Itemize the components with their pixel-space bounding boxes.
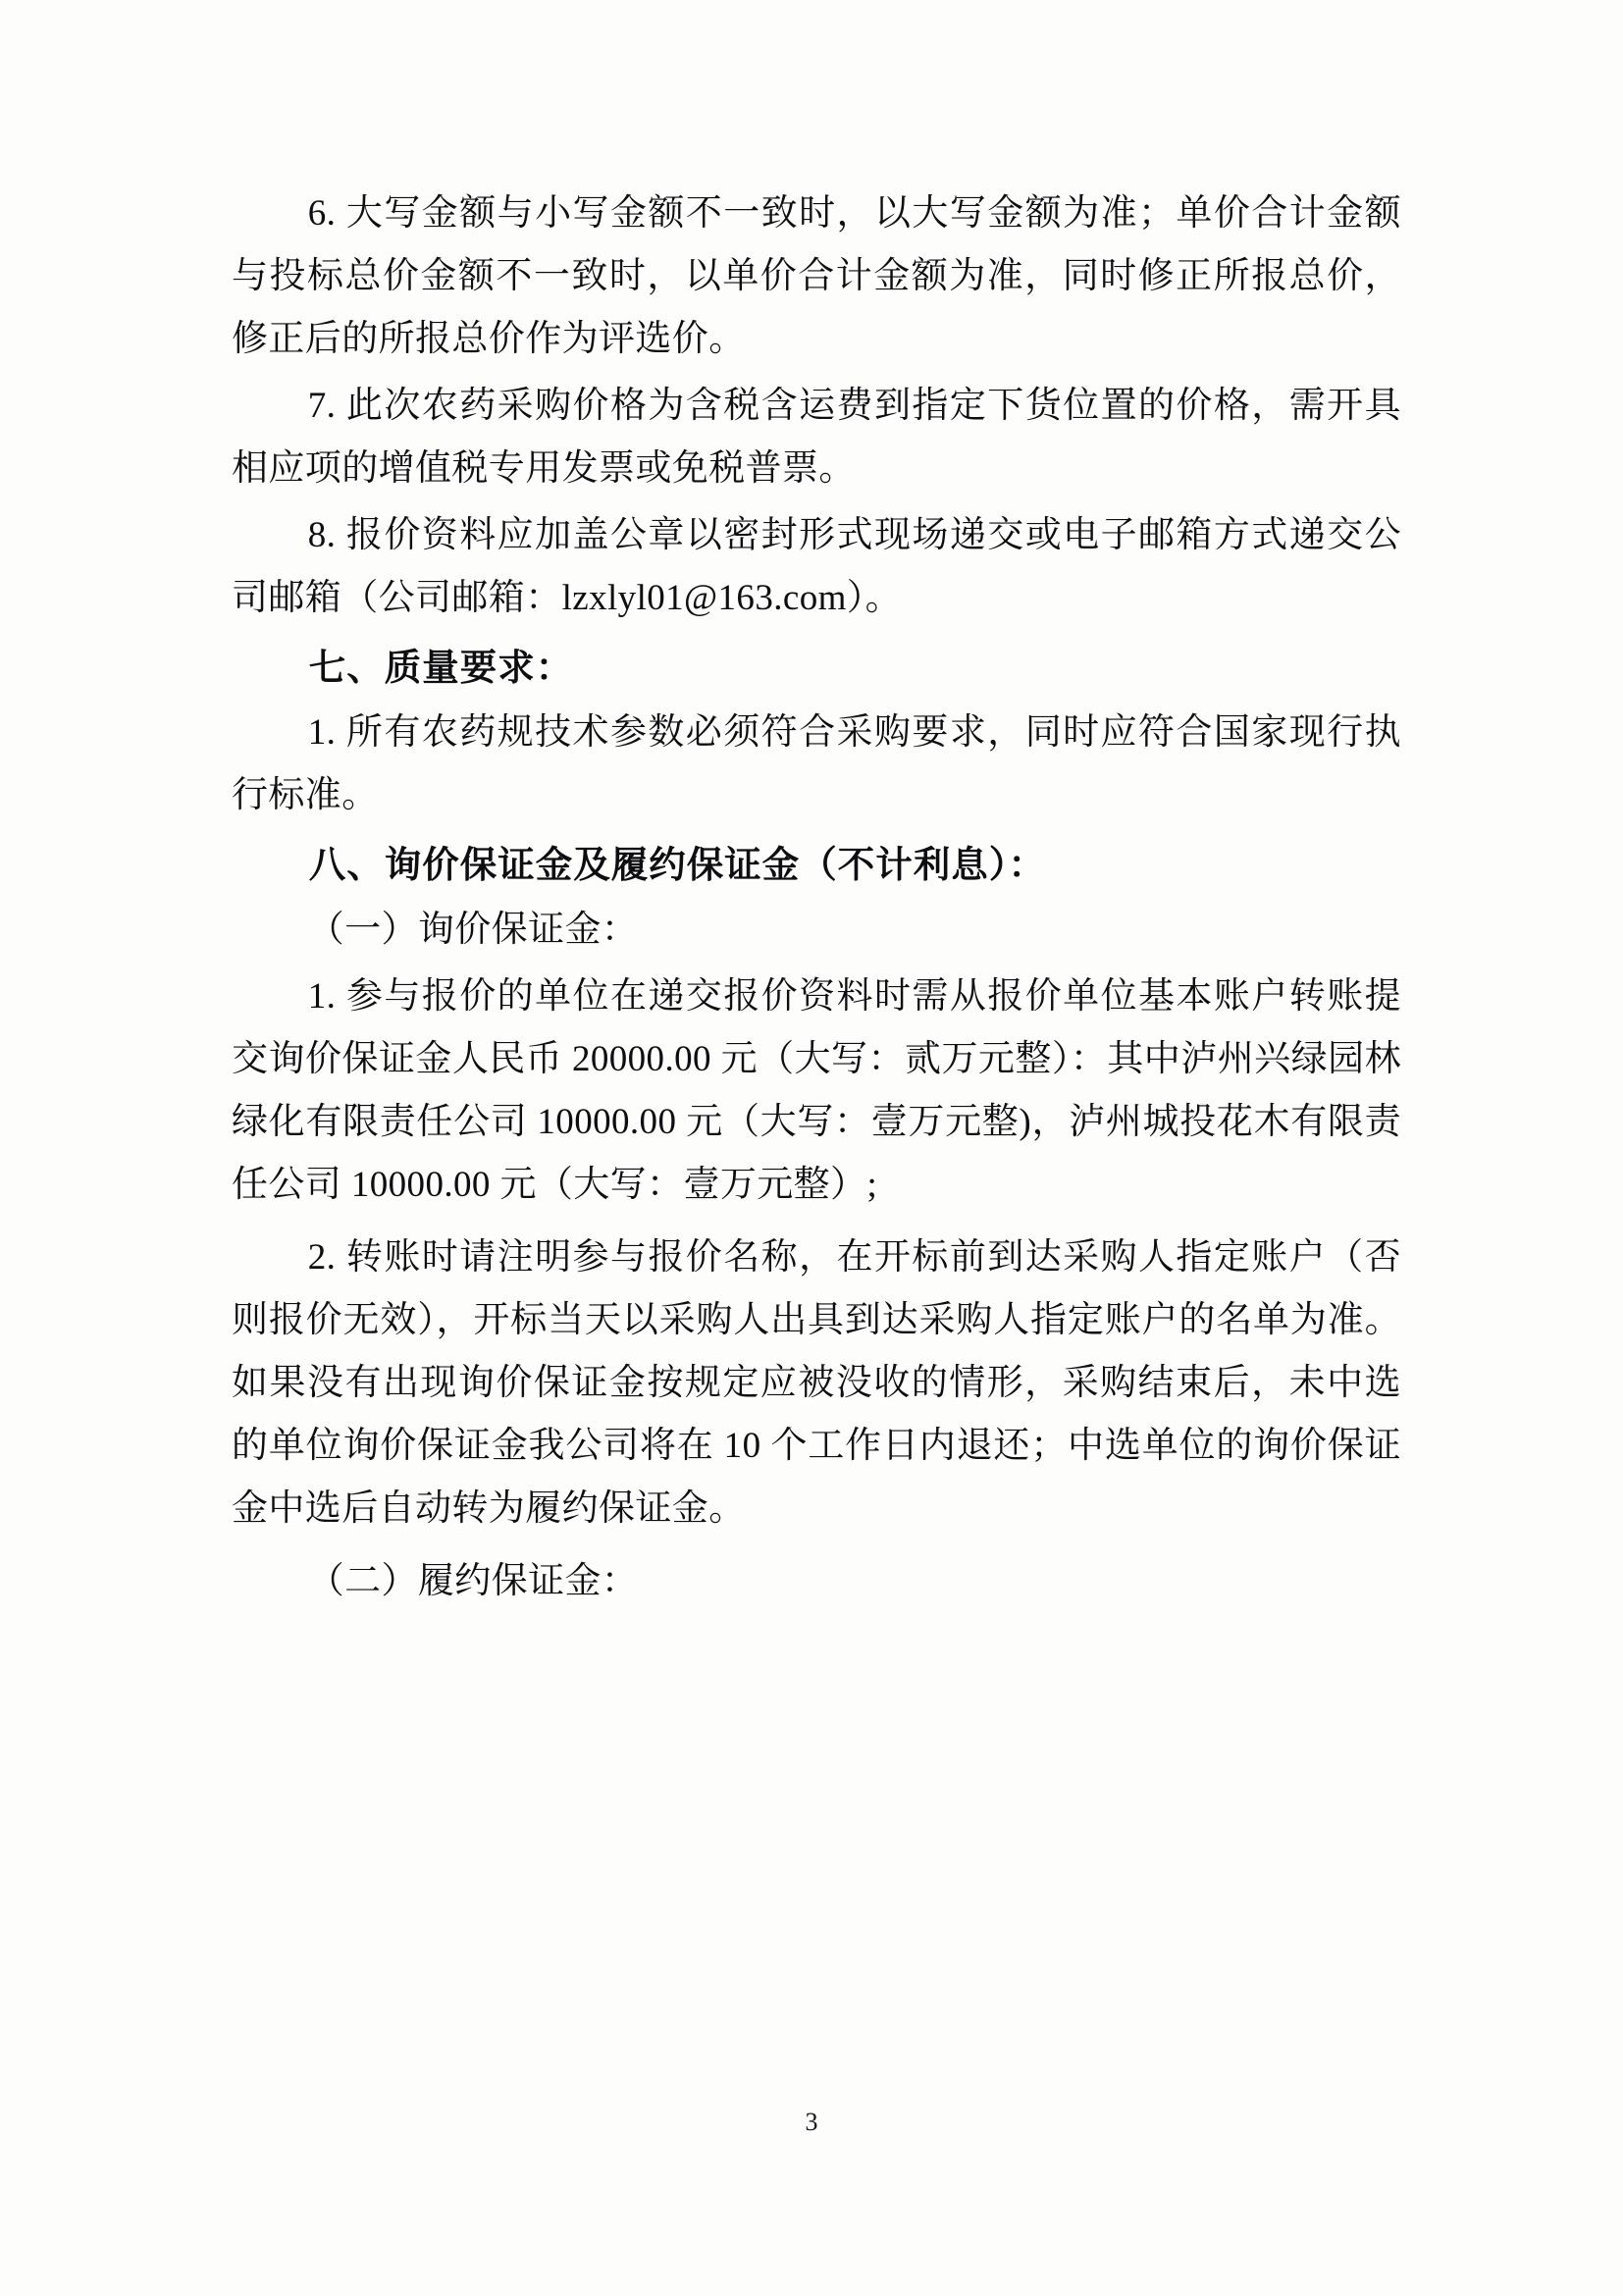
paragraph-section8-item-1: 1. 参与报价的单位在递交报价资料时需从报价单位基本账户转账提交询价保证金人民币 20000.00 元（大写：贰万元整）：其中泸州兴绿园林绿化有限责任公司 10000.00 元（大写：壹万元整)，泸州城投花木有限责任公司 10000.00 元（大写：壹万元整）; — [232, 975, 1401, 1205]
paragraph-item-8: 8. 报价资料应加盖公章以密封形式现场递交或电子邮箱方式递交公司邮箱（公司邮箱：lzxlyl01@163.com）。 — [232, 515, 1401, 618]
page-number: 3 — [805, 2108, 818, 2136]
paragraph-item-7: 7. 此次农药采购价格为含税含运费到指定下货位置的价格，需开具相应项的增值税专用发票或免税普票。 — [232, 386, 1401, 489]
paragraph-item-6: 6. 大写金额与小写金额不一致时，以大写金额为准；单价合计金额与投标总价金额不一致时，以单价合计金额为准，同时修正所报总价，修正后的所报总价作为评选价。 — [232, 193, 1401, 359]
paragraph-section7-item-1: 1. 所有农药规技术参数必须符合采购要求，同时应符合国家现行执行标准。 — [232, 711, 1401, 815]
document-body — [232, 183, 1401, 1617]
section-heading-seven: 七、质量要求： — [308, 647, 574, 688]
paragraph-section8-subheading-1: （一）询价保证金： — [307, 909, 639, 950]
paragraph-section8-item-2: 2. 转账时请注明参与报价名称，在开标前到达采购人指定账户（否则报价无效），开标当天以采购人出具到达采购人指定账户的名单为准。如果没有出现询价保证金按规定应被没收的情形，采购结束后，未中选的单位询价保证金我公司将在 10 个工作日内退还；中选单位的询价保证金中选后自动转为履约保证金。 — [232, 1236, 1401, 1529]
section-heading-eight: 八、询价保证金及履约保证金（不计利息）： — [308, 843, 1046, 885]
paragraph-section8-subheading-2: （二）履约保证金： — [307, 1560, 639, 1601]
